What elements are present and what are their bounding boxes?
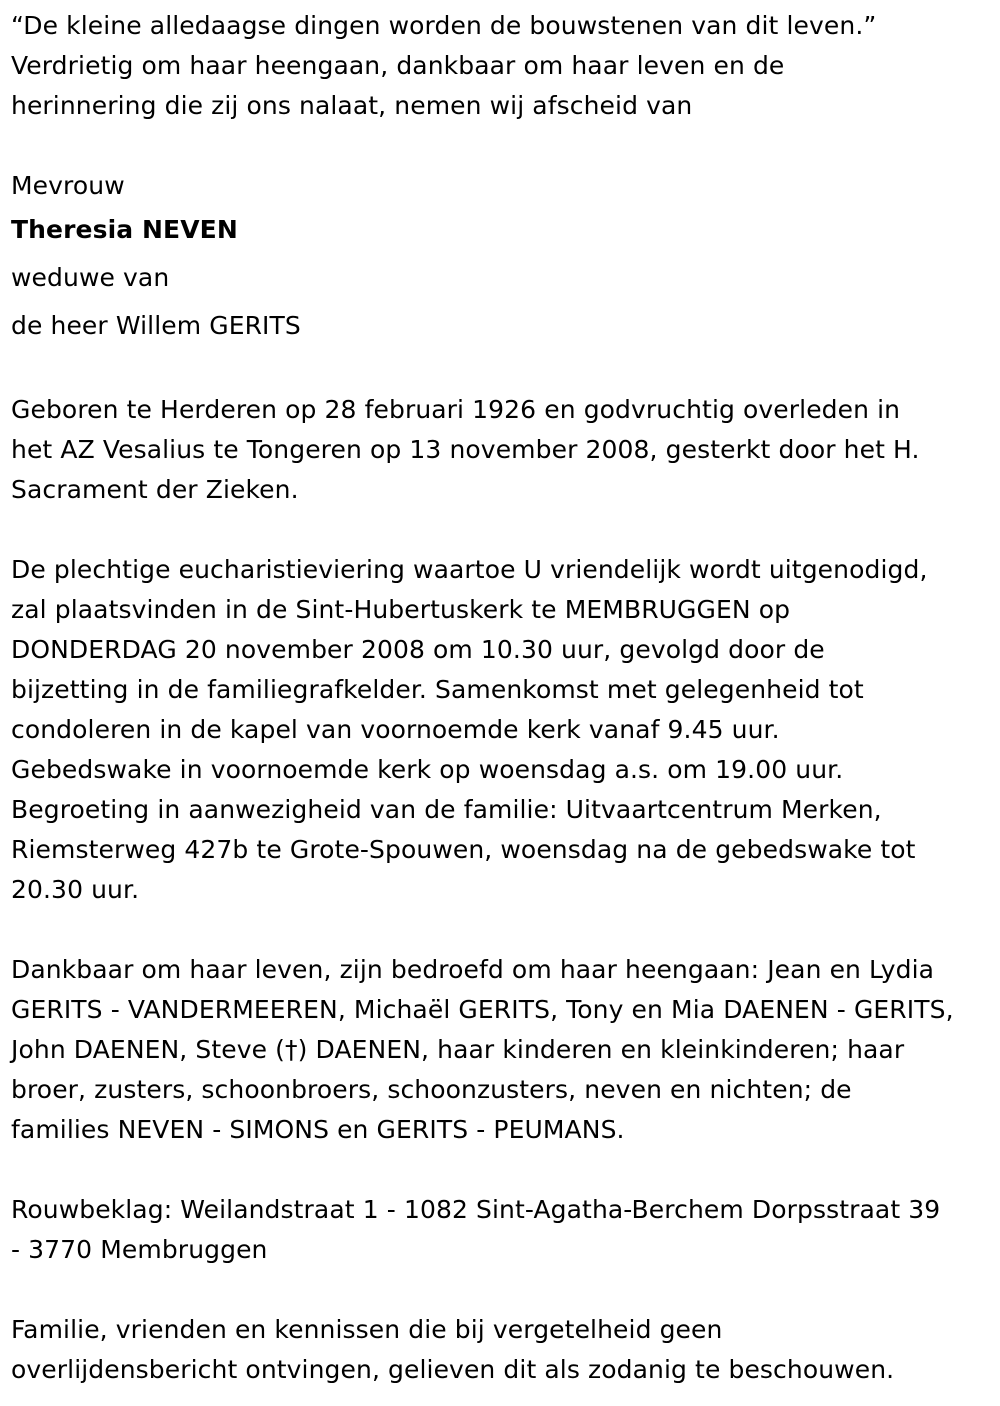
- closing-line: Familie, vrienden en kennissen die bij vergetelheid geen: [11, 1315, 723, 1344]
- paragraph-gap: [11, 910, 1000, 950]
- family-line: families NEVEN - SIMONS en GERITS - PEUMANS.: [11, 1115, 625, 1144]
- deceased-spouse: de heer Willem GERITS: [11, 311, 301, 340]
- deceased-block: [11, 166, 1000, 350]
- family-line: Dankbaar om haar leven, zijn bedroefd om haar heengaan: Jean en Lydia: [11, 955, 935, 984]
- paragraph-gap: [11, 126, 1000, 166]
- paragraph-gap: [11, 1270, 1000, 1310]
- ceremony-line: zal plaatsvinden in de Sint-Hubertuskerk te MEMBRUGGEN op: [11, 595, 791, 624]
- paragraph-gap: [11, 350, 1000, 390]
- paragraph-gap: [11, 510, 1000, 550]
- birth-death-line: Sacrament der Zieken.: [11, 475, 299, 504]
- intro-line: Verdrietig om haar heengaan, dankbaar om haar leven en de: [11, 51, 785, 80]
- ceremony-line: 20.30 uur.: [11, 875, 140, 904]
- birth-death-paragraph: [11, 390, 1000, 510]
- birth-death-line: het AZ Vesalius te Tongeren op 13 november 2008, gesterkt door het H.: [11, 435, 920, 464]
- ceremony-line: Gebedswake in voornoemde kerk op woensdag a.s. om 19.00 uur.: [11, 755, 844, 784]
- deceased-relation: weduwe van: [11, 263, 170, 292]
- birth-death-line: Geboren te Herderen op 28 februari 1926 en godvruchtig overleden in: [11, 395, 901, 424]
- family-paragraph: [11, 950, 1000, 1150]
- condolences-paragraph: [11, 1190, 1000, 1270]
- ceremony-line: Riemsterweg 427b te Grote-Spouwen, woensdag na de gebedswake tot: [11, 835, 916, 864]
- intro-line: “De kleine alledaagse dingen worden de bouwstenen van dit leven.”: [11, 11, 877, 40]
- ceremony-line: bijzetting in de familiegrafkelder. Samenkomst met gelegenheid tot: [11, 675, 864, 704]
- family-line: GERITS - VANDERMEEREN, Michaël GERITS, Tony en Mia DAENEN - GERITS,: [11, 995, 954, 1024]
- paragraph-gap: [11, 1150, 1000, 1190]
- intro-line: herinnering die zij ons nalaat, nemen wij afscheid van: [11, 91, 693, 120]
- family-line: John DAENEN, Steve (†) DAENEN, haar kinderen en kleinkinderen; haar: [11, 1035, 905, 1064]
- closing-paragraph: [11, 1310, 1000, 1390]
- ceremony-paragraph: [11, 550, 1000, 910]
- condolences-line: Rouwbeklag: Weilandstraat 1 - 1082 Sint-Agatha-Berchem Dorpsstraat 39: [11, 1195, 941, 1224]
- ceremony-line: DONDERDAG 20 november 2008 om 10.30 uur, gevolgd door de: [11, 635, 825, 664]
- ceremony-line: Begroeting in aanwezigheid van de familie: Uitvaartcentrum Merken,: [11, 795, 882, 824]
- intro-paragraph: [11, 6, 1000, 126]
- ceremony-line: De plechtige eucharistieviering waartoe U vriendelijk wordt uitgenodigd,: [11, 555, 928, 584]
- deceased-title: Mevrouw: [11, 171, 125, 200]
- ceremony-line: condoleren in de kapel van voornoemde kerk vanaf 9.45 uur.: [11, 715, 780, 744]
- family-line: broer, zusters, schoonbroers, schoonzusters, neven en nichten; de: [11, 1075, 852, 1104]
- closing-line: overlijdensbericht ontvingen, gelieven dit als zodanig te beschouwen.: [11, 1355, 895, 1384]
- condolences-line: - 3770 Membruggen: [11, 1235, 268, 1264]
- deceased-name: Theresia NEVEN: [11, 215, 238, 244]
